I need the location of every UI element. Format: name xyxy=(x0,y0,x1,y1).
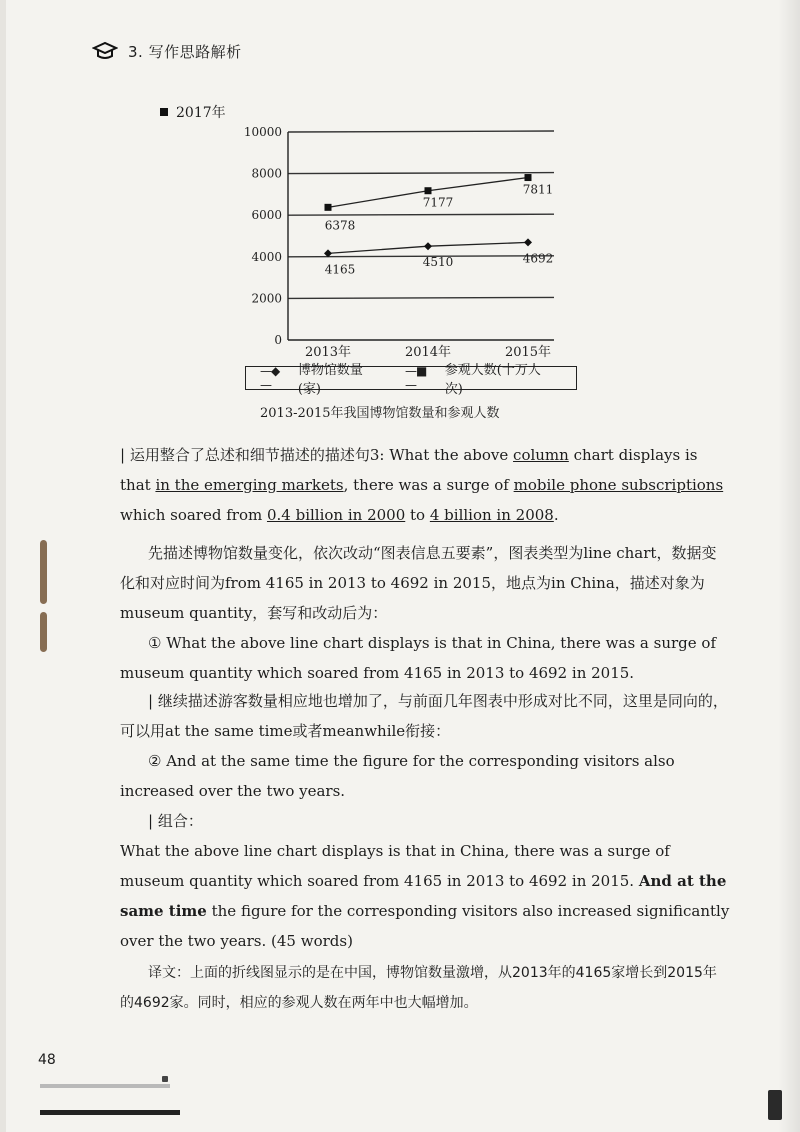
data-label: 4510 xyxy=(422,255,454,270)
text-run: . xyxy=(553,506,559,524)
corner-mark xyxy=(768,1090,782,1120)
page-number: 48 xyxy=(38,1052,56,1068)
paragraph-transition-note: | 继续描述游客数量相应地也增加了，与前面几年图表中形成对比不同，这里是同向的，可以用at the same time或者meanwhile衔接： xyxy=(120,692,728,740)
year-label-text: 2017年 xyxy=(176,105,226,121)
paragraph-combine-label: | 组合： xyxy=(148,812,203,830)
paragraph-translation: 译文：上面的折线图显示的是在中国，博物馆数量激增，从2013年的4165家增长到2015年的4692家。同时，相应的参观人数在两年中也大幅增加。 xyxy=(120,965,717,1011)
y-tick-label: 6000 xyxy=(251,208,282,223)
y-tick-label: 8000 xyxy=(251,166,282,181)
text-run: | 运用整合了总述和细节描述的描述句3: What the above xyxy=(120,446,514,464)
text-run: the figure for the corresponding visitors also increased significantly over the two years. (45 words) xyxy=(120,902,730,950)
text-run: chart displays is that xyxy=(120,446,698,494)
data-point-diamond xyxy=(524,238,532,246)
data-label: 7177 xyxy=(422,195,454,210)
chart-caption: 2013-2015年我国博物馆数量和参观人数 xyxy=(260,406,500,421)
legend-label-museums: 博物馆数量(家) xyxy=(297,363,363,397)
bullet-square-icon xyxy=(160,108,168,116)
paragraph-explanation: 先描述博物馆数量变化，依次改动“图表信息五要素”，图表类型为line chart，数据变化和对应时间为from 4165 in 2013 to 4692 in 2015，地点为in China，描述对象为museum quantity，套写和改动后为： xyxy=(120,544,717,622)
data-label: 4692 xyxy=(522,251,554,266)
binding-mark xyxy=(40,612,47,652)
paragraph-sentence-one: ① What the above line chart displays is that in China, there was a surge of museum quantity which soared from 4165 in 2013 to 4692 in 2015. xyxy=(120,634,717,682)
y-tick-label: 4000 xyxy=(251,249,282,264)
x-tick-label: 2014年 xyxy=(404,345,452,360)
page-edge xyxy=(0,0,6,1132)
text-run: , there was a surge of xyxy=(343,476,514,494)
square-marker-icon: —■— xyxy=(404,364,427,392)
y-tick-label: 0 xyxy=(274,333,282,347)
paragraph-model-sentence xyxy=(120,440,730,530)
figure-year-label xyxy=(160,102,226,122)
legend-item-museums xyxy=(260,359,379,397)
footer-rule xyxy=(40,1084,170,1088)
underlined-phrase: in the emerging markets xyxy=(155,476,344,494)
footer-rule-dot xyxy=(162,1076,168,1082)
y-tick-label: 2000 xyxy=(251,291,282,306)
paragraph-combined xyxy=(120,836,730,956)
section-header xyxy=(92,40,242,62)
y-tick-label: 10000 xyxy=(243,125,282,139)
data-label: 4165 xyxy=(324,262,356,277)
gridline xyxy=(288,173,554,174)
chart-legend xyxy=(245,363,577,397)
legend-label-visitors: 参观人数(十万人次) xyxy=(444,363,541,397)
footer-rule-bold xyxy=(40,1110,180,1115)
underlined-phrase: mobile phone subscriptions xyxy=(513,476,724,494)
x-tick-label: 2015年 xyxy=(504,345,552,360)
graduation-cap-icon xyxy=(92,40,118,62)
legend-item-visitors xyxy=(405,359,550,397)
line-chart xyxy=(236,122,576,362)
underlined-phrase: 0.4 billion in 2000 xyxy=(266,506,406,524)
gridline xyxy=(288,297,554,298)
underlined-phrase: 4 billion in 2008 xyxy=(429,506,554,524)
gridline xyxy=(288,214,554,215)
bold-phrase: And at the same time xyxy=(120,872,727,920)
x-tick-label: 2013年 xyxy=(304,345,352,360)
paragraph-sentence-two: ② And at the same time the figure for the corresponding visitors also increased over the two years. xyxy=(120,752,675,800)
data-point-square xyxy=(525,174,532,181)
gridline xyxy=(288,131,554,132)
section-title: 3. 写作思路解析 xyxy=(128,42,242,61)
data-point-square xyxy=(325,204,332,211)
text-run: to xyxy=(405,506,430,524)
data-label: 6378 xyxy=(324,218,356,233)
diamond-marker-icon: —◆— xyxy=(260,364,280,392)
text-run: What the above line chart displays is that in China, there was a surge of museum quantity which soared from 4165 in 2013 to 4692 in 2015. xyxy=(120,842,670,890)
binding-mark xyxy=(40,540,47,604)
text-run: which soared from xyxy=(120,506,267,524)
underlined-phrase: column xyxy=(513,446,569,464)
data-point-diamond xyxy=(424,242,432,250)
data-point-square xyxy=(425,187,432,194)
data-label: 7811 xyxy=(522,182,554,197)
page-gutter-shadow xyxy=(778,0,800,1132)
